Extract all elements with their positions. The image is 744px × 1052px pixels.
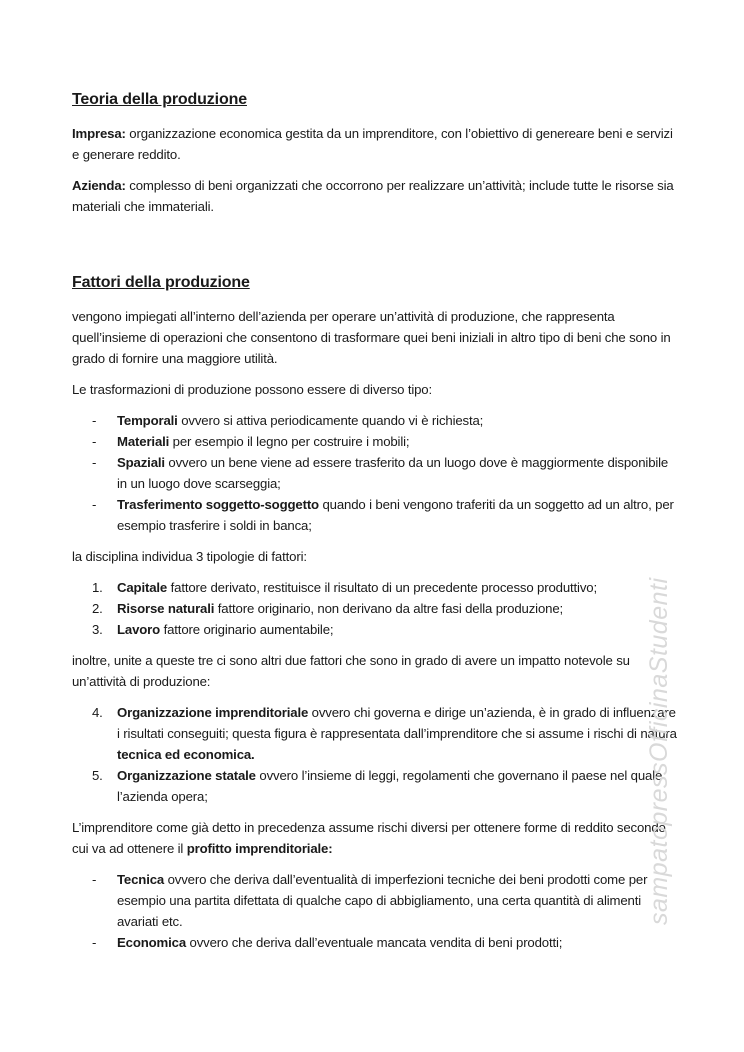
item-text: fattore originario aumentabile; <box>160 622 334 637</box>
paragraph-text: L’imprenditore come già detto in precedenza assume rischi diversi per ottenere forme di reddito secondo cui va ad ottenere il <box>72 820 666 856</box>
term: Trasferimento soggetto-soggetto <box>117 497 319 512</box>
list-item <box>72 431 678 452</box>
definition-azienda <box>72 175 678 217</box>
paragraph <box>72 817 678 859</box>
term: profitto imprenditoriale: <box>186 841 333 856</box>
watermark: sampatopressOfficinaStudenti <box>645 577 673 925</box>
list-item <box>72 869 678 932</box>
term: Risorse naturali <box>117 601 215 616</box>
item-text: ovvero che deriva dall’eventualità di imperfezioni tecniche dei beni prodotti come per esempio una partita difettata di qualche capo di abbigliamento, una certa quantità di alimenti avariati etc. <box>117 872 648 929</box>
spacer <box>72 227 678 271</box>
term: Impresa: <box>72 126 126 141</box>
term: Organizzazione imprenditoriale <box>117 705 309 720</box>
numbered-list <box>72 702 678 807</box>
document-page <box>72 88 678 963</box>
term: Tecnica <box>117 872 165 887</box>
section-title: Teoria della produzione <box>72 91 247 108</box>
term: Spaziali <box>117 455 165 470</box>
list-marker: - <box>92 455 97 470</box>
term: Materiali <box>117 434 170 449</box>
paragraph: vengono impiegati all’interno dell’azienda per operare un’attività di produzione, che rappresenta quell’insieme di operazioni che consentono di trasformare quei beni iniziali in altro tipo di beni che sono in grado di fornire una maggiore utilità. <box>72 309 671 366</box>
term: Lavoro <box>117 622 161 637</box>
list-item <box>72 619 678 640</box>
item-text: ovvero che deriva dall’eventuale mancata vendita di beni prodotti; <box>186 935 563 950</box>
section-title: Fattori della produzione <box>72 274 250 291</box>
list-marker: - <box>92 413 97 428</box>
bullet-list <box>72 869 678 953</box>
definition-text: organizzazione economica gestita da un imprenditore, con l’obiettivo di genereare beni e servizi e generare reddito. <box>72 126 673 162</box>
bullet-list <box>72 410 678 536</box>
numbered-list <box>72 577 678 640</box>
definition-text: complesso di beni organizzati che occorrono per realizzare un’attività; include tutte le risorse sia materiali che immateriali. <box>72 178 674 214</box>
item-text: ovvero chi governa e dirige un’azienda, è in grado di influenzare i risultati conseguiti; questa figura è rappresentata dall’imprenditore che si assume i rischi di natura <box>117 705 677 741</box>
list-marker: 3. <box>92 622 103 637</box>
list-item <box>72 598 678 619</box>
list-item <box>72 452 678 494</box>
list-marker: - <box>92 497 97 512</box>
list-item <box>72 494 678 536</box>
item-text: per esempio il legno per costruire i mobili; <box>169 434 410 449</box>
list-marker: 1. <box>92 580 103 595</box>
list-marker: 4. <box>92 705 103 720</box>
list-item <box>72 702 678 765</box>
list-item <box>72 577 678 598</box>
term: tecnica ed economica. <box>117 747 255 762</box>
list-item <box>72 932 678 953</box>
term: Economica <box>117 935 187 950</box>
paragraph: la disciplina individua 3 tipologie di fattori: <box>72 549 307 564</box>
list-marker: - <box>92 872 97 887</box>
paragraph: inoltre, unite a queste tre ci sono altri due fattori che sono in grado di avere un impatto notevole su un’attività di produzione: <box>72 653 630 689</box>
list-marker: - <box>92 935 97 950</box>
item-text: fattore derivato, restituisce il risultato di un precedente processo produttivo; <box>167 580 597 595</box>
definition-impresa <box>72 123 678 165</box>
item-text: fattore originario, non derivano da altre fasi della produzione; <box>214 601 564 616</box>
item-text: ovvero si attiva periodicamente quando vi è richiesta; <box>177 413 484 428</box>
list-marker: - <box>92 434 97 449</box>
list-marker: 2. <box>92 601 103 616</box>
paragraph: Le trasformazioni di produzione possono essere di diverso tipo: <box>72 382 433 397</box>
term: Temporali <box>117 413 178 428</box>
list-marker: 5. <box>92 768 103 783</box>
item-text: quando i beni vengono traferiti da un soggetto ad un altro, per esempio trasferire i soldi in banca; <box>117 497 674 533</box>
term: Capitale <box>117 580 168 595</box>
item-text: ovvero un bene viene ad essere trasferito da un luogo dove è maggiormente disponibile in un luogo dove scarseggia; <box>117 455 669 491</box>
item-text: ovvero l’insieme di leggi, regolamenti che governano il paese nel quale l’azienda opera; <box>117 768 663 804</box>
list-item <box>72 410 678 431</box>
term: Azienda: <box>72 178 126 193</box>
term: Organizzazione statale <box>117 768 256 783</box>
list-item <box>72 765 678 807</box>
